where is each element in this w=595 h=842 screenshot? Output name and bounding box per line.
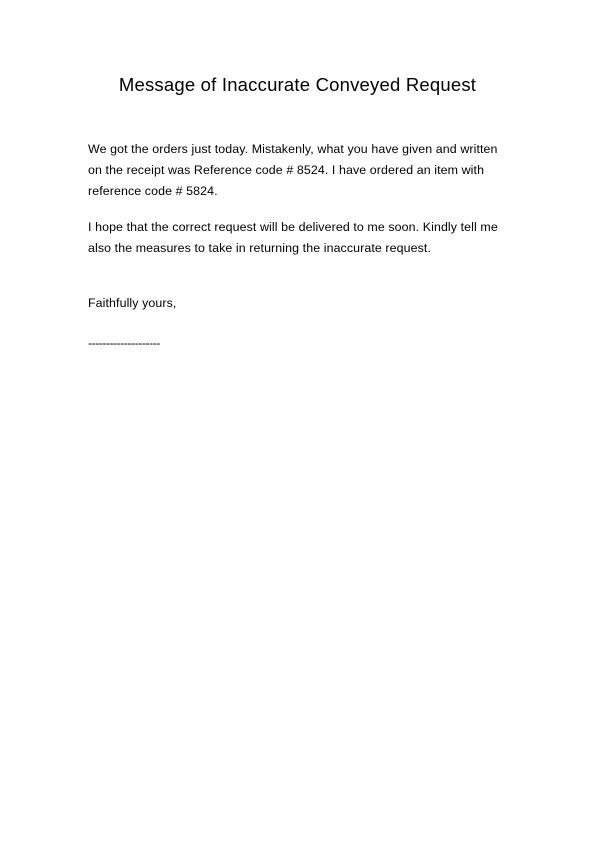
letter-paragraph-2: I hope that the correct request will be delivered to me soon. Kindly tell me also the measures to take in returning the inaccurate request.	[88, 220, 498, 255]
letter-closing: Faithfully yours,	[88, 296, 177, 310]
letter-paragraph-1: We got the orders just today. Mistakenly, what you have given and written on the receipt was Reference code # 8524. I have ordered an item with reference code # 5824.	[88, 142, 498, 198]
signature-line: --------------------	[88, 336, 160, 350]
document-title: Message of Inaccurate Conveyed Request	[118, 74, 477, 95]
